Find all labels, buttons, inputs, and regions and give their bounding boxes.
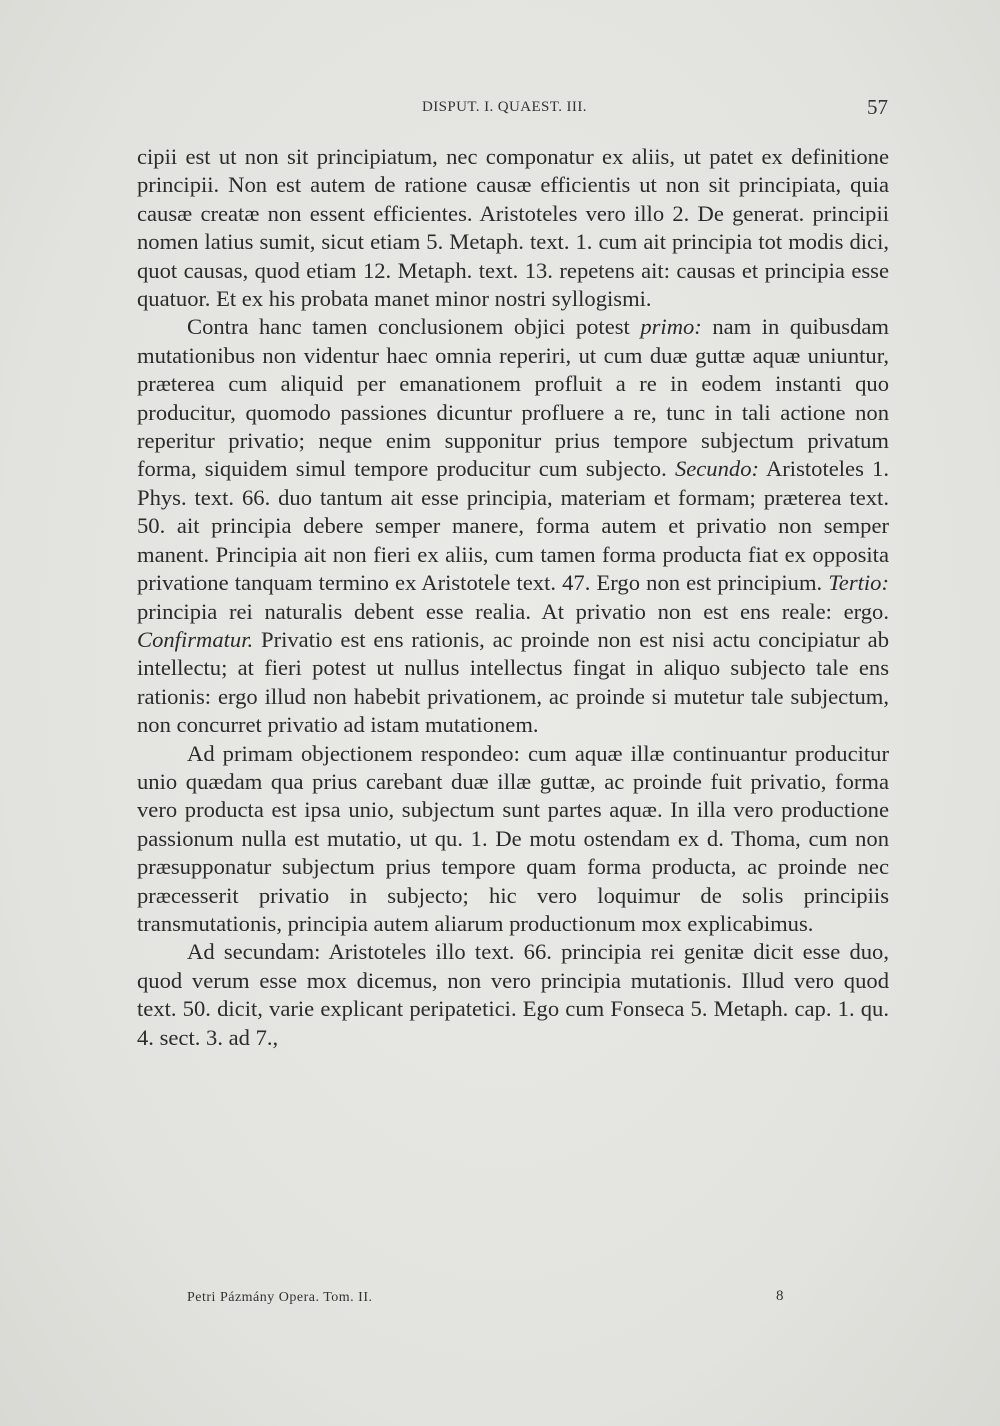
paragraph-2-text-1: Contra hanc tamen conclusionem objici potest xyxy=(187,314,641,340)
paragraph-4: Ad secundam: Aristoteles illo text. 66. principia rei genitæ dicit esse duo, quod verum esse mox dicemus, non vero principia mutationis. Illud vero quod text. 50. dicit, varie explicant peripatetici. Ego cum Fonseca 5. Metaph. cap. 1. qu. 4. sect. 3. ad 7., xyxy=(137,939,889,1050)
paragraph-2-italic-primo: primo: xyxy=(640,314,702,340)
sheet-number: 8 xyxy=(776,1288,784,1304)
body-text xyxy=(137,143,889,1052)
paragraph-2-text-4: principia rei naturalis debent esse realia. At privatio non est ens reale: ergo. xyxy=(137,598,889,624)
page-footer xyxy=(0,1288,1000,1312)
footer-signature: Petri Pázmány Opera. Tom. II. xyxy=(187,1290,373,1305)
running-title: DISPUT. I. QUAEST. III. xyxy=(422,99,587,115)
paragraph-2-italic-confirmatur: Confirmatur. xyxy=(137,626,254,652)
running-head xyxy=(0,93,1000,123)
page-number: 57 xyxy=(867,95,888,119)
paragraph-2 xyxy=(137,313,889,739)
paragraph-2-text-5: Privatio est ens rationis, ac proinde non est nisi actu concipiatur ab intellectu; at fieri potest ut nullus intellectus fingat in aliquo subjecto tale ens rationis: ergo illud non habebit privationem, ac proinde si mutetur tale subjectum, non concurret privatio ad istam mutationem. xyxy=(137,626,889,738)
paragraph-2-text-2: nam in quibusdam mutationibus non videntur haec omnia reperiri, ut cum duæ guttæ aquæ uniuntur, præterea cum aliquid per emanationem profluit a re in eodem instanti quo producitur, quomodo passiones dicuntur profluere a re, tunc in tali actione non reperitur privatio; neque enim supponitur prius tempore subjectum privatum forma, siquidem simul tempore producitur cum subjecto. xyxy=(137,314,890,482)
paragraph-2-italic-tertio: Tertio: xyxy=(828,570,889,596)
paragraph-2-italic-secundo: Secundo: xyxy=(674,456,760,482)
paragraph-2-text-3: Aristoteles 1. Phys. text. 66. duo tantum ait esse principia, materiam et formam; præterea text. 50. ait principia debere semper manere, forma autem et privatio non semper manent. Principia ait non fieri ex aliis, cum tamen forma producta fiat ex opposita privatione tanquam termino ex Aristotele text. 47. Ergo non est principium. xyxy=(137,456,889,596)
paragraph-3: Ad primam objectionem respondeo: cum aquæ illæ continuantur producitur unio quædam qua prius carebant duæ illæ guttæ, ac proinde fuit privatio, forma vero producta est ipsa unio, subjectum sunt partes aquæ. In illa vero productione passionum nulla est mutatio, ut qu. 1. De motu ostendam ex d. Thoma, cum non præsupponatur subjectum prius tempore quam forma producta, ac proinde nec præcesserit privatio in subjecto; hic vero loquimur de solis principiis transmutationis, principia autem aliarum productionum mox explicabimus. xyxy=(137,740,889,936)
paragraph-1: cipii est ut non sit principiatum, nec componatur ex aliis, ut patet ex definitione principii. Non est autem de ratione causæ efficientis ut non sit principiata, quia causæ creatæ non essent efficientes. Aristoteles vero illo 2. De generat. principii nomen latius sumit, sicut etiam 5. Metaph. text. 1. cum ait principia tot modis dici, quot causas, quod etiam 12. Metaph. text. 13. repetens ait: causas et principia esse quatuor. Et ex his probata manet minor nostri syllogismi. xyxy=(137,144,889,312)
